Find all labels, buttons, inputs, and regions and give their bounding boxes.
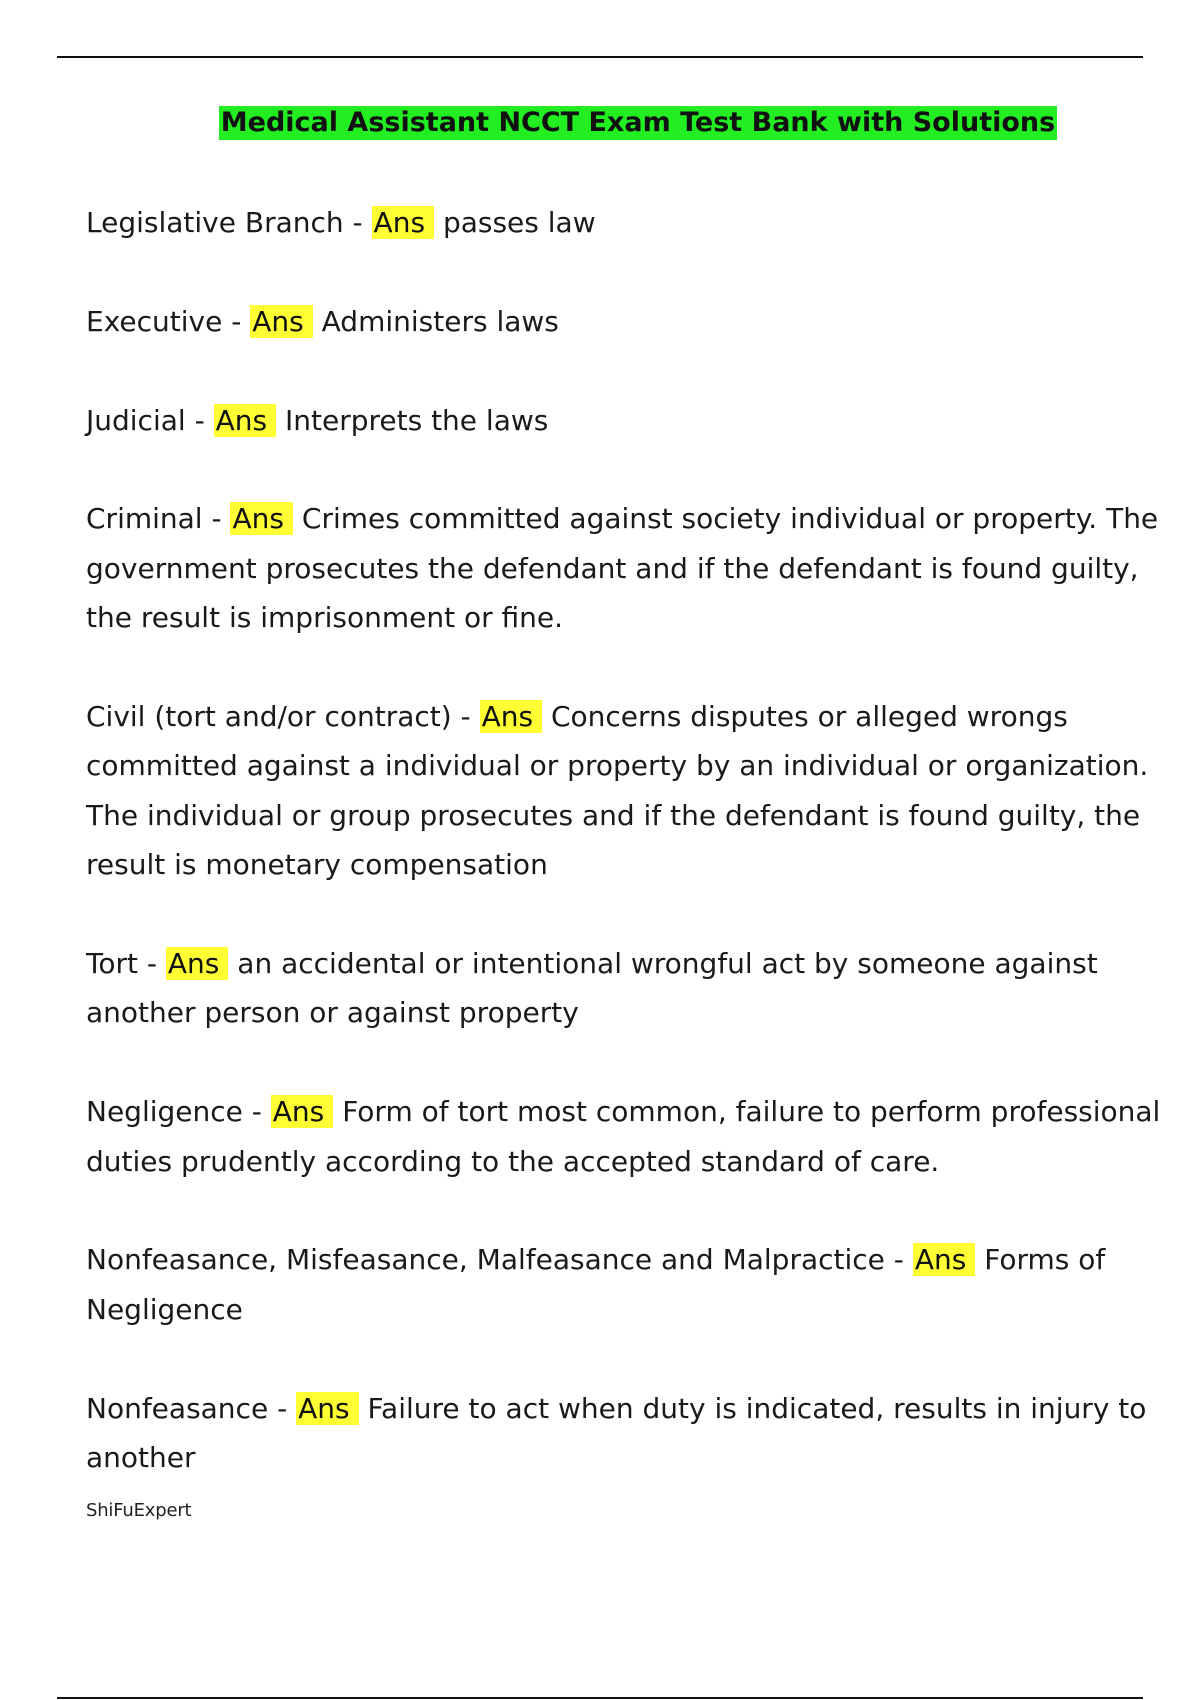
ans-label: Ans (214, 404, 277, 437)
qa-entry (86, 1235, 1178, 1334)
entry-term: Tort - (86, 947, 166, 981)
entry-term: Executive - (86, 304, 251, 338)
qa-entry (86, 198, 1178, 247)
entry-term: Criminal - (86, 502, 231, 536)
entry-answer: Crimes committed against society individual or property. The government prosecutes the defendant and if the defendant is found guilty, the result is imprisonment or fine. (86, 502, 1159, 635)
bottom-rule (57, 1697, 1143, 1699)
footer-brand: ShiFuExpert (86, 1500, 192, 1521)
entry-term: Legislative Branch - (86, 206, 372, 239)
qa-entry (86, 939, 1178, 1038)
title-block (0, 106, 1200, 140)
entry-answer: Failure to act when duty is indicated, results in injury to another (86, 1391, 1147, 1475)
entry-answer: Forms of Negligence (86, 1243, 1106, 1326)
document-title: Medical Assistant NCCT Exam Test Bank with Solutions (220, 107, 1056, 138)
qa-entry (86, 494, 1178, 642)
ans-label: Ans (372, 206, 435, 239)
entry-answer: Form of tort most common, failure to perform professional duties prudently according to the accepted standard of care. (86, 1095, 1161, 1178)
entry-answer: Interprets the laws (284, 403, 549, 437)
ans-label: Ans (166, 947, 229, 980)
ans-label: Ans (230, 502, 293, 535)
qa-list (86, 198, 1178, 1532)
ans-label: Ans (296, 1392, 359, 1425)
entry-term: Civil (tort and/or contract) - (86, 700, 480, 733)
entry-answer: Administers laws (321, 304, 559, 338)
entry-term: Nonfeasance - (86, 1391, 297, 1425)
entry-answer: passes law (442, 206, 596, 239)
qa-entry (86, 297, 1178, 346)
entry-term: Negligence - (86, 1095, 271, 1129)
entry-term: Judicial - (86, 403, 214, 437)
entry-answer: an accidental or intentional wrongful act by someone against another person or against property (86, 947, 1098, 1030)
entry-term: Nonfeasance, Misfeasance, Malfeasance and Malpractice - (86, 1243, 913, 1277)
qa-entry (86, 1384, 1178, 1483)
entry-answer: Concerns disputes or alleged wrongs committed against a individual or property by an individual or organization. The individual or group prosecutes and if the defendant is found guilty, the result is monetary compensation (86, 700, 1149, 882)
top-rule (57, 56, 1143, 58)
qa-entry (86, 1087, 1178, 1186)
ans-label: Ans (271, 1095, 334, 1128)
qa-entry (86, 692, 1178, 890)
ans-label: Ans (250, 305, 313, 338)
ans-label: Ans (480, 700, 543, 733)
qa-entry (86, 396, 1178, 445)
ans-label: Ans (913, 1243, 976, 1276)
